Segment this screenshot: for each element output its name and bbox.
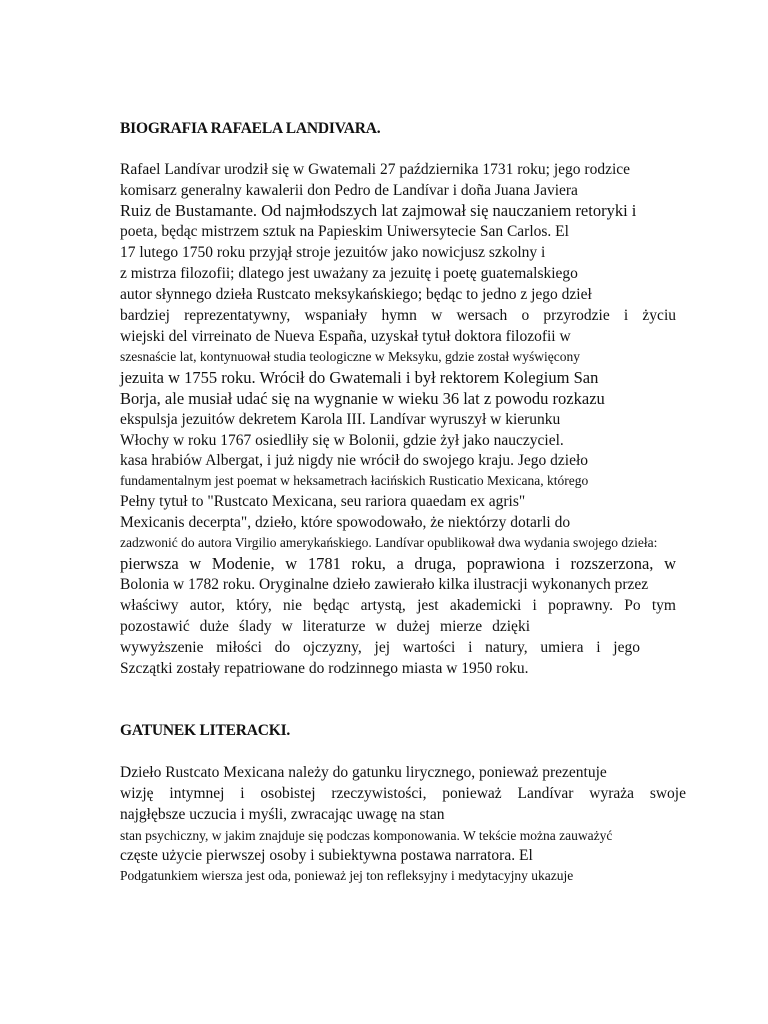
paragraph-line: 17 lutego 1750 roku przyjął stroje jezuitów jako nowicjusz szkolny i xyxy=(120,244,546,261)
paragraph-line: najgłębsze uczucia i myśli, zwracając uwagę na stan xyxy=(120,806,445,823)
paragraph-line: szesnaście lat, kontynuował studia teologiczne w Meksyku, gdzie został wyświęcony xyxy=(120,349,581,364)
paragraph-line: zadzwonić do autora Virgilio amerykańskiego. Landívar opublikował dwa wydania swojego dzieła: xyxy=(120,535,658,550)
paragraph-line: Borja, ale musiał udać się na wygnanie w wieku 36 lat z powodu rozkazu xyxy=(120,389,605,408)
paragraph-line: Bolonia w 1782 roku. Oryginalne dzieło zawierało kilka ilustracji wykonanych przez xyxy=(120,576,649,593)
paragraph-line: pierwsza w Modenie, w 1781 roku, a druga, poprawiona i rozszerzona, w xyxy=(120,554,676,573)
paragraph-line: stan psychiczny, w jakim znajduje się podczas komponowania. W tekście można zauważyć xyxy=(120,828,613,843)
paragraph-line: wizję intymnej i osobistej rzeczywistości, ponieważ Landívar wyraża swoje xyxy=(120,785,686,802)
paragraph-line: komisarz generalny kawalerii don Pedro de Landívar i doña Juana Javiera xyxy=(120,182,578,199)
paragraph-line: częste użycie pierwszej osoby i subiektywna postawa narratora. El xyxy=(120,847,533,864)
paragraph-line: Rafael Landívar urodził się w Gwatemali 27 października 1731 roku; jego rodzice xyxy=(120,161,631,178)
paragraph-line: kasa hrabiów Albergat, i już nigdy nie wrócił do swojego kraju. Jego dzieło xyxy=(120,452,589,469)
paragraph-line: Włochy w roku 1767 osiedliły się w Bolonii, gdzie żył jako nauczyciel. xyxy=(120,432,564,449)
paragraph-line: właściwy autor, który, nie będąc artystą, jest akademicki i poprawny. Po tym xyxy=(120,597,676,614)
paragraph-line: Podgatunkiem wiersza jest oda, ponieważ jej ton refleksyjny i medytacyjny ukazuje xyxy=(120,868,574,883)
paragraph-line: jezuita w 1755 roku. Wrócił do Gwatemali i był rektorem Kolegium San xyxy=(120,368,599,387)
paragraph-line: z mistrza filozofii; dlatego jest uważany za jezuitę i poetę guatemalskiego xyxy=(120,265,578,282)
paragraph-line: Dzieło Rustcato Mexicana należy do gatunku lirycznego, ponieważ prezentuje xyxy=(120,764,607,781)
section-title-literary-genre: GATUNEK LITERACKI. xyxy=(120,722,291,739)
paragraph-line: Szczątki zostały repatriowane do rodzinnego miasta w 1950 roku. xyxy=(120,660,529,677)
section-title-biography: BIOGRAFIA RAFAELA LANDIVARA. xyxy=(120,120,381,137)
paragraph-line: Pełny tytuł to "Rustcato Mexicana, seu rariora quaedam ex agris" xyxy=(120,493,526,510)
paragraph-line: ekspulsja jezuitów dekretem Karola III. Landívar wyruszył w kierunku xyxy=(120,411,561,428)
paragraph-line: poeta, będąc mistrzem sztuk na Papieskim Uniwersytecie San Carlos. El xyxy=(120,223,569,240)
paragraph-line: pozostawić duże ślady w literaturze w dużej mierze dzięki xyxy=(120,618,530,635)
paragraph-line: wywyższenie miłości do ojczyzny, jej wartości i natury, umiera i jego xyxy=(120,639,640,656)
paragraph-line: Mexicanis decerpta", dzieło, które spowodowało, że niektórzy dotarli do xyxy=(120,514,571,531)
paragraph-line: bardziej reprezentatywny, wspaniały hymn w wersach o przyrodzie i życiu xyxy=(120,307,676,324)
paragraph-line: Ruiz de Bustamante. Od najmłodszych lat zajmował się nauczaniem retoryki i xyxy=(120,201,637,220)
paragraph-line: wiejski del virreinato de Nueva España, uzyskał tytuł doktora filozofii w xyxy=(120,328,571,345)
paragraph-line: autor słynnego dzieła Rustcato meksykańskiego; będąc to jedno z jego dzieł xyxy=(120,286,592,303)
paragraph-line: fundamentalnym jest poemat w heksametrach łacińskich Rusticatio Mexicana, którego xyxy=(120,473,589,488)
